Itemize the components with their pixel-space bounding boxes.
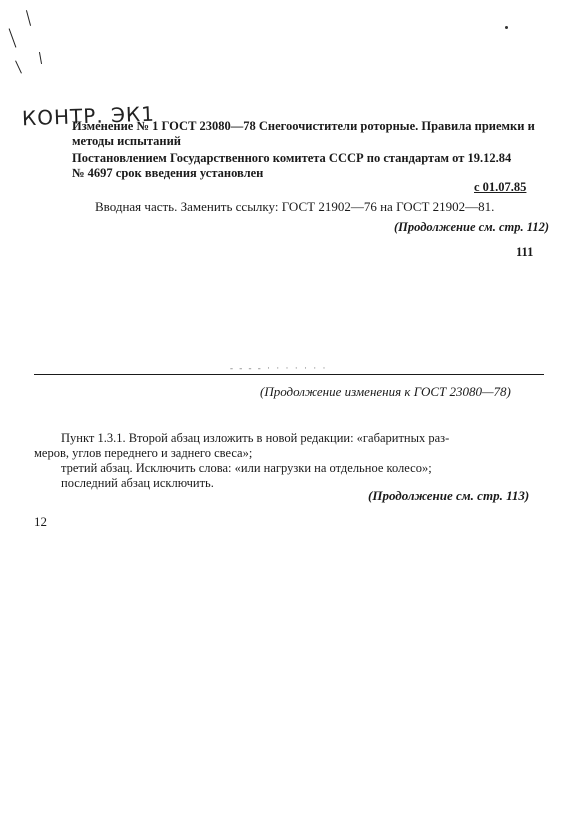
scan-dot bbox=[505, 26, 508, 29]
faint-text: - - - - · · · · · · · bbox=[230, 363, 328, 373]
scan-mark bbox=[9, 28, 17, 47]
scan-mark bbox=[26, 10, 31, 26]
scan-mark bbox=[15, 60, 22, 73]
page-number-111: 111 bbox=[516, 245, 534, 259]
scan-mark bbox=[39, 52, 42, 64]
effective-date: с 01.07.85 bbox=[474, 180, 527, 194]
resolution-line2: № 4697 срок введения установлен bbox=[72, 166, 264, 180]
amendment-header-line2: методы испытаний bbox=[72, 134, 181, 148]
handwritten-note: КОНТР. ЭК1 bbox=[21, 101, 156, 131]
page-number-12: 12 bbox=[34, 514, 47, 529]
continued-note-1: (Продолжение см. стр. 112) bbox=[394, 220, 549, 234]
continued-note-2: (Продолжение см. стр. 113) bbox=[368, 488, 530, 503]
page-separator bbox=[34, 374, 544, 375]
continuation-line3: третий абзац. Исключить слова: «или нагрузки на отдельное колесо»; bbox=[61, 461, 432, 475]
resolution-line1: Постановлением Государственного комитета СССР по стандартам от 19.12.84 bbox=[72, 151, 512, 165]
amendment-header-line1: Изменение № 1 ГОСТ 23080—78 Снегоочистители роторные. Правила приемки и bbox=[72, 119, 535, 133]
intro-text: Вводная часть. Заменить ссылку: ГОСТ 21902—76 на ГОСТ 21902—81. bbox=[95, 199, 495, 214]
continuation-line4: последний абзац исключить. bbox=[61, 476, 214, 490]
continuation-line1: Пункт 1.3.1. Второй абзац изложить в новой редакции: «габаритных раз- bbox=[61, 431, 450, 445]
continuation-header: (Продолжение изменения к ГОСТ 23080—78) bbox=[260, 384, 511, 399]
continuation-line2: меров, углов переднего и заднего свеса»; bbox=[34, 446, 253, 460]
